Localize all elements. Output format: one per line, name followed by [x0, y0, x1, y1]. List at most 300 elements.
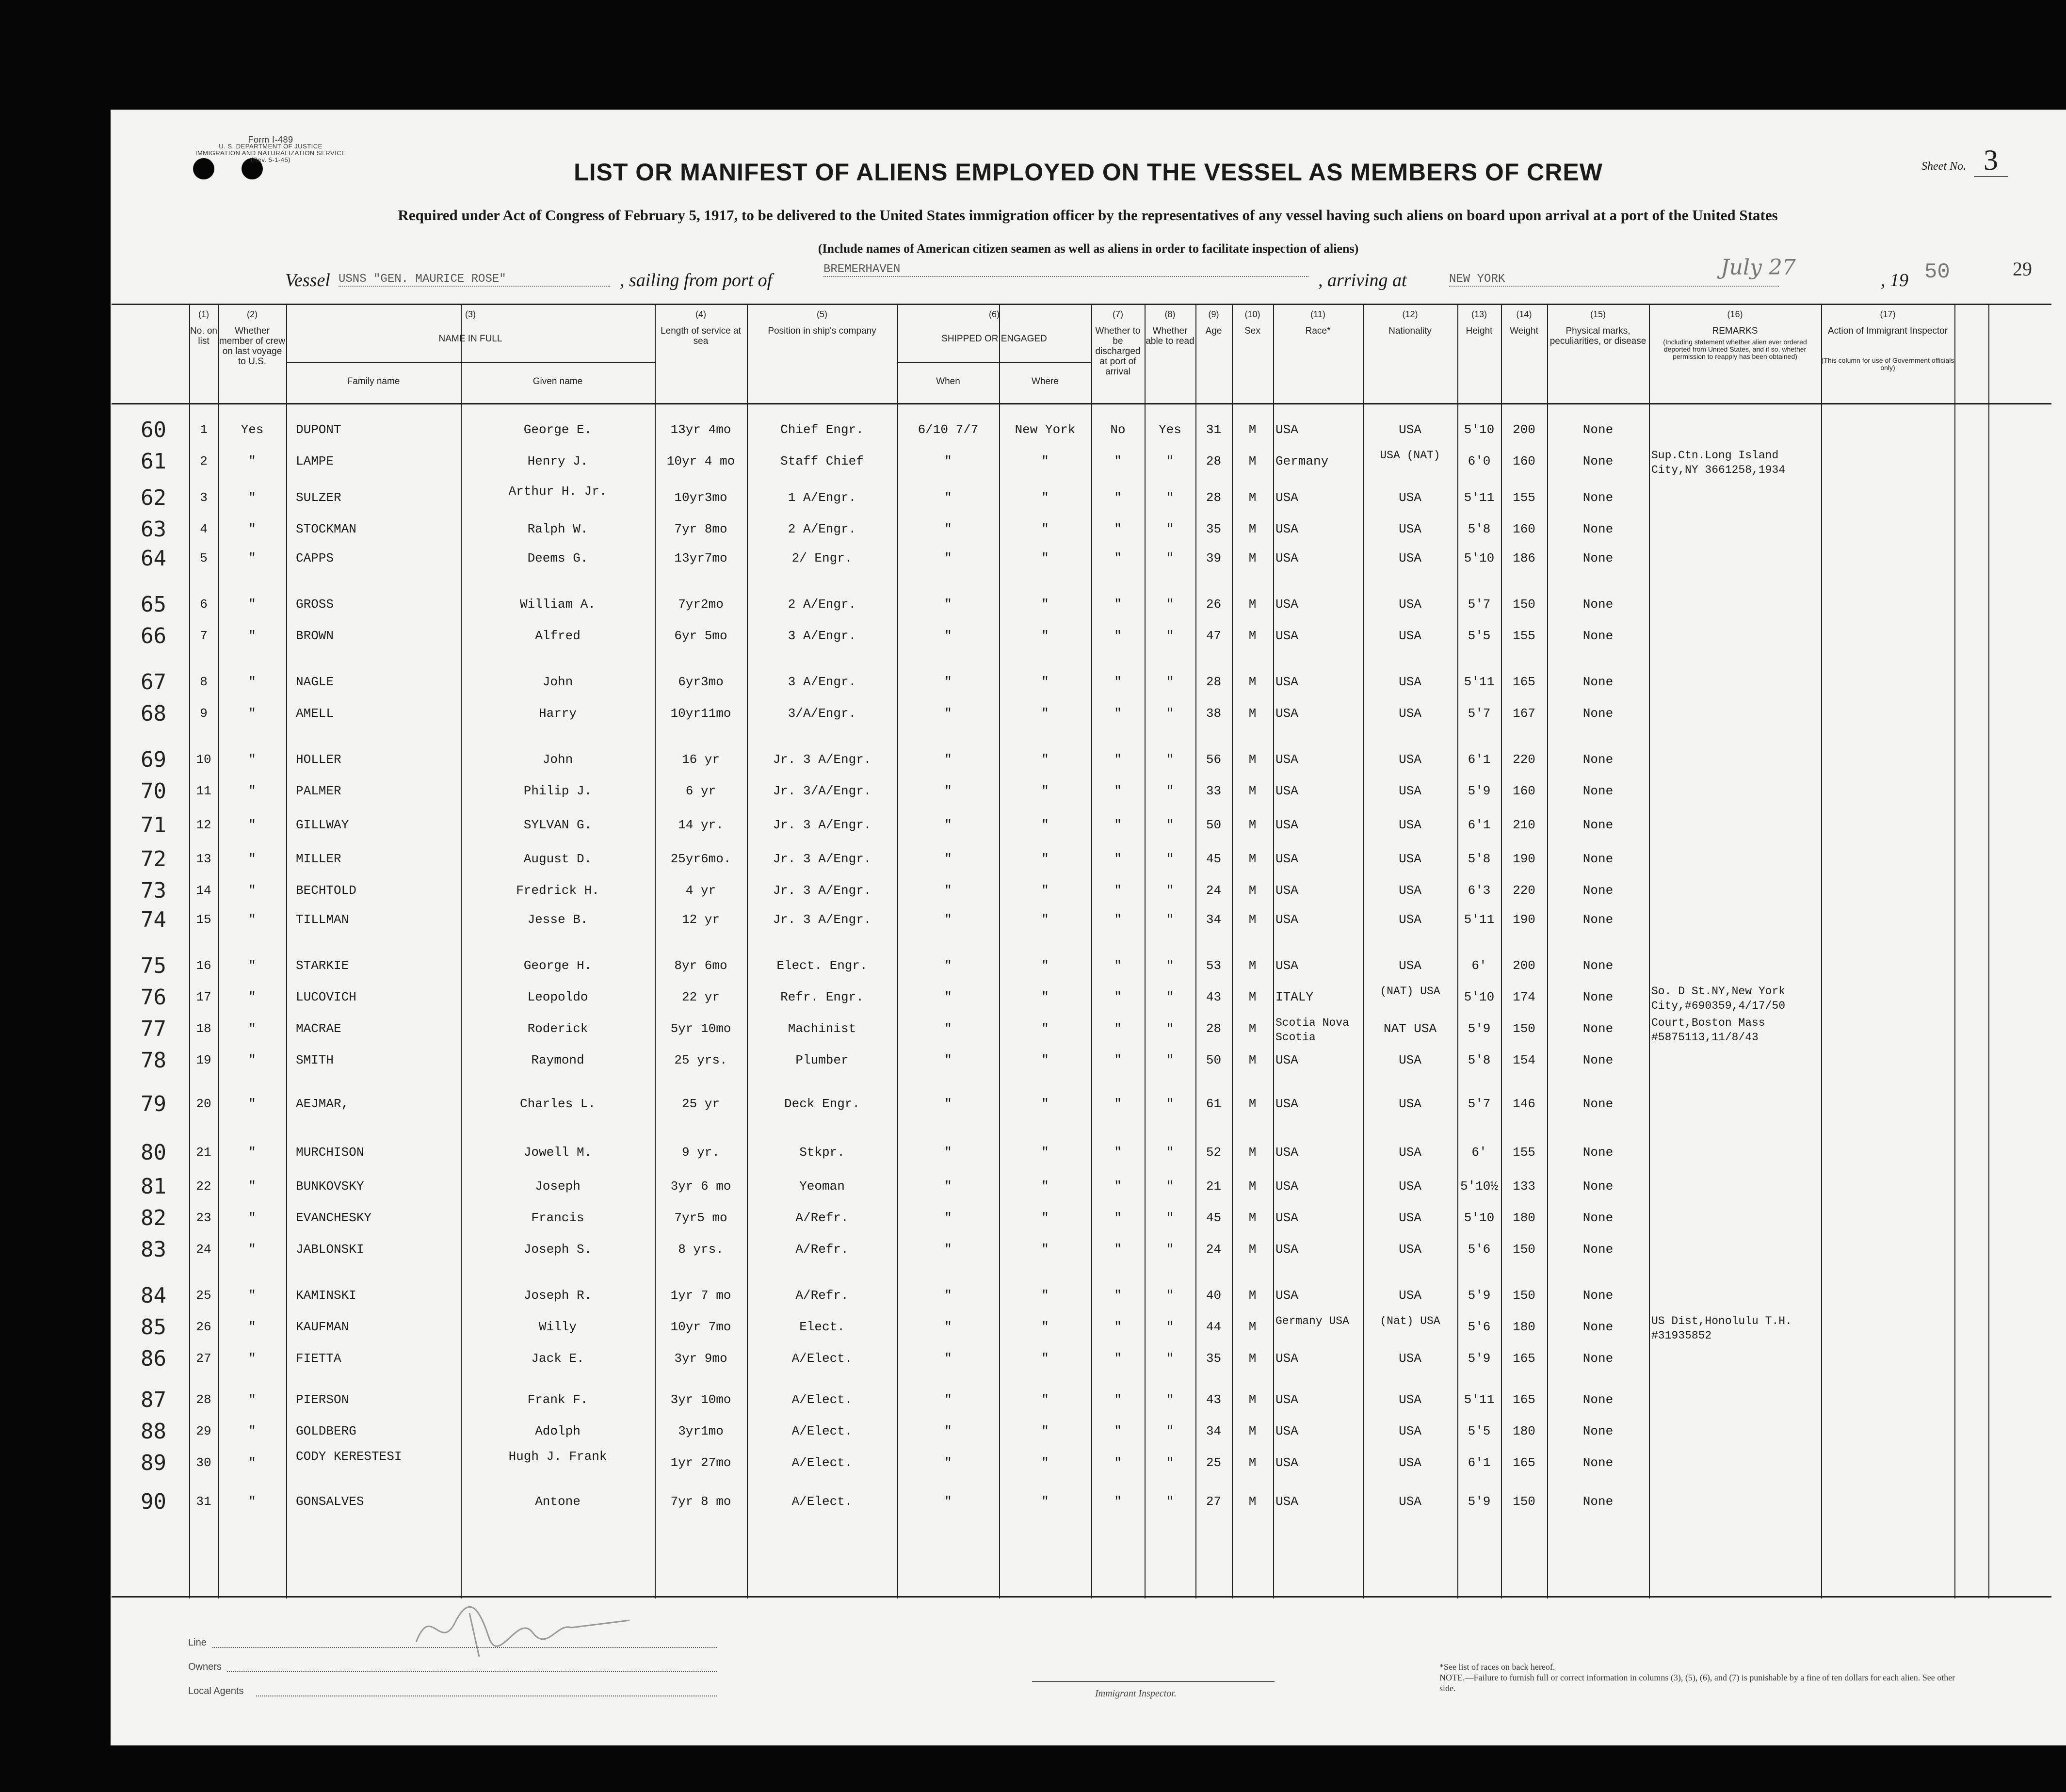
row-weight: 180: [1513, 1320, 1535, 1334]
row-nationality: USA: [1399, 1145, 1421, 1160]
row-given-name: Joseph S.: [523, 1242, 592, 1257]
row-family-name: STARKIE: [296, 958, 349, 973]
column-rule: [1988, 304, 1989, 1598]
row-race: USA: [1275, 784, 1298, 798]
column-rule: [1273, 304, 1274, 1598]
row-able-to-read: ": [1166, 675, 1174, 689]
row-shipped-when: ": [944, 1179, 952, 1194]
row-nationality: USA: [1399, 912, 1421, 927]
row-age: 38: [1206, 706, 1222, 721]
row-physical-marks: None: [1582, 1021, 1614, 1036]
row-race: USA: [1275, 1145, 1298, 1160]
row-age: 50: [1206, 818, 1222, 832]
row-able-to-read: ": [1166, 1494, 1174, 1509]
row-race: USA: [1275, 1455, 1298, 1470]
row-crew-last-voyage: ": [248, 1145, 256, 1160]
row-crew-last-voyage: ": [248, 490, 256, 505]
row-crew-last-voyage: ": [248, 1494, 256, 1509]
row-weight: 180: [1513, 1211, 1535, 1225]
header-shipped-num: (6): [989, 309, 1000, 319]
row-shipped-where: ": [1041, 1288, 1049, 1303]
corner-number: 29: [2013, 258, 2032, 280]
row-list-number: 28: [196, 1392, 211, 1407]
agents-field: [256, 1695, 717, 1696]
sheet-number: 3: [1974, 144, 2008, 177]
row-list-number: 22: [196, 1179, 211, 1194]
row-sex: M: [1248, 1053, 1257, 1067]
row-sex: M: [1248, 958, 1257, 973]
row-position: 3 A/Engr.: [788, 629, 856, 643]
row-shipped-when: ": [944, 883, 952, 898]
row-shipped-where: ": [1041, 454, 1049, 468]
row-list-number: 14: [196, 883, 211, 898]
row-physical-marks: None: [1582, 1494, 1614, 1509]
row-sex: M: [1248, 490, 1257, 505]
row-shipped-when: ": [944, 990, 952, 1004]
row-nationality: USA: [1399, 958, 1421, 973]
row-crew-last-voyage: ": [248, 1053, 256, 1067]
manifest-line-number: 67: [141, 670, 166, 694]
row-shipped-where: ": [1041, 1455, 1049, 1470]
row-physical-marks: None: [1582, 818, 1614, 832]
row-shipped-where: ": [1041, 958, 1049, 973]
row-crew-last-voyage: ": [248, 454, 256, 468]
header-name-in-full: NAME IN FULL: [438, 334, 502, 344]
row-family-name: SMITH: [296, 1053, 334, 1067]
row-list-number: 7: [200, 629, 208, 643]
row-age: 26: [1206, 597, 1222, 612]
row-sex: M: [1248, 1097, 1257, 1111]
row-able-to-read: ": [1166, 1320, 1174, 1334]
row-race: USA: [1275, 1179, 1298, 1194]
row-list-number: 20: [196, 1097, 211, 1111]
row-shipped-where: ": [1041, 629, 1049, 643]
row-race: ITALY: [1275, 990, 1314, 1004]
manifest-sheet: [111, 110, 2066, 1745]
row-length-of-service: 6 yr: [685, 784, 716, 798]
row-remarks: US Dist,Honolulu T.H. #31935852: [1651, 1315, 1792, 1342]
revision: (Rev. 5-1-45): [250, 156, 291, 163]
row-shipped-when: ": [944, 522, 952, 536]
row-given-name: Roderick: [527, 1021, 588, 1036]
row-shipped-when: ": [944, 1455, 952, 1470]
header-height-num: (13): [1471, 309, 1487, 319]
row-given-name: Hugh J. Frank: [508, 1449, 607, 1464]
row-crew-last-voyage: ": [248, 551, 256, 565]
row-shipped-when: ": [944, 818, 952, 832]
header-weight: Weight: [1510, 326, 1538, 336]
row-sex: M: [1248, 1288, 1257, 1303]
subheader-rule: [897, 362, 1091, 363]
header-physical-marks: Physical marks, peculiarities, or disease: [1550, 326, 1646, 346]
row-able-to-read: ": [1166, 551, 1174, 565]
row-shipped-when: ": [944, 551, 952, 565]
manifest-line-number: 83: [141, 1237, 166, 1262]
row-able-to-read: ": [1166, 454, 1174, 468]
header-no-on-list: No. on list: [190, 326, 217, 346]
row-shipped-when: 6/10 7/7: [918, 422, 979, 437]
row-nationality: USA: [1399, 1424, 1421, 1438]
row-shipped-when: ": [944, 852, 952, 866]
header-able-to-read-num: (8): [1164, 309, 1176, 319]
row-height: 5'10½: [1460, 1179, 1498, 1194]
row-nationality: USA: [1399, 1097, 1421, 1111]
row-race: USA: [1275, 1097, 1298, 1111]
row-list-number: 24: [196, 1242, 211, 1257]
row-race: USA: [1275, 1288, 1298, 1303]
row-weight: 150: [1513, 1288, 1535, 1303]
row-family-name: MILLER: [296, 852, 341, 866]
row-shipped-when: ": [944, 912, 952, 927]
row-race: USA: [1275, 1494, 1298, 1509]
row-weight: 167: [1513, 706, 1535, 721]
row-weight: 150: [1513, 1242, 1535, 1257]
row-race: USA: [1275, 912, 1298, 927]
header-age-num: (9): [1208, 309, 1219, 319]
row-sex: M: [1248, 1320, 1257, 1334]
row-sex: M: [1248, 1455, 1257, 1470]
row-physical-marks: None: [1582, 629, 1614, 643]
row-crew-last-voyage: ": [248, 1351, 256, 1366]
year-prefix: , 19: [1881, 270, 1908, 291]
row-nationality: USA: [1399, 490, 1421, 505]
row-shipped-when: ": [944, 1053, 952, 1067]
row-crew-last-voyage: ": [248, 852, 256, 866]
row-race: USA: [1275, 1053, 1298, 1067]
row-height: 5'11: [1464, 490, 1495, 505]
row-race: USA: [1275, 852, 1298, 866]
row-position: Elect. Engr.: [776, 958, 868, 973]
row-physical-marks: None: [1582, 990, 1614, 1004]
row-length-of-service: 25 yr: [681, 1097, 720, 1111]
row-physical-marks: None: [1582, 912, 1614, 927]
row-list-number: 10: [196, 752, 211, 767]
subheader-rule: [286, 362, 655, 363]
row-height: 5'11: [1464, 675, 1495, 689]
row-age: 43: [1206, 990, 1222, 1004]
header-shipped-or-engaged: SHIPPED OR ENGAGED: [941, 334, 1047, 344]
header-when: When: [936, 376, 960, 387]
row-length-of-service: 13yr7mo: [674, 551, 727, 565]
manifest-line-number: 86: [141, 1346, 166, 1371]
row-physical-marks: None: [1582, 490, 1614, 505]
row-weight: 220: [1513, 752, 1535, 767]
row-discharged: ": [1114, 1494, 1122, 1509]
row-age: 25: [1206, 1455, 1222, 1470]
row-list-number: 29: [196, 1424, 211, 1438]
row-race: USA: [1275, 883, 1298, 898]
header-action-num: (17): [1880, 309, 1896, 319]
row-height: 6'3: [1468, 883, 1491, 898]
row-length-of-service: 3yr1mo: [678, 1424, 724, 1438]
row-nationality: NAT USA: [1383, 1021, 1437, 1036]
row-physical-marks: None: [1582, 675, 1614, 689]
row-discharged: ": [1114, 818, 1122, 832]
row-nationality: USA: [1399, 1211, 1421, 1225]
row-weight: 160: [1513, 454, 1535, 468]
row-nationality: USA: [1399, 1288, 1421, 1303]
row-race: USA: [1275, 629, 1298, 643]
row-weight: 133: [1513, 1179, 1535, 1194]
row-age: 61: [1206, 1097, 1222, 1111]
row-physical-marks: None: [1582, 752, 1614, 767]
row-able-to-read: ": [1166, 1424, 1174, 1438]
header-age: Age: [1205, 326, 1222, 336]
row-height: 5'10: [1464, 551, 1495, 565]
row-age: 34: [1206, 912, 1222, 927]
row-position: Deck Engr.: [784, 1097, 860, 1111]
row-age: 28: [1206, 490, 1222, 505]
row-length-of-service: 1yr 7 mo: [670, 1288, 731, 1303]
row-position: A/Refr.: [795, 1211, 849, 1225]
row-age: 56: [1206, 752, 1222, 767]
row-family-name: EVANCHESKY: [296, 1211, 372, 1225]
row-physical-marks: None: [1582, 422, 1614, 437]
row-age: 21: [1206, 1179, 1222, 1194]
header-action-note: (This column for use of Government officials only): [1821, 356, 1954, 371]
row-given-name: Ralph W.: [527, 522, 588, 536]
row-age: 47: [1206, 629, 1222, 643]
row-length-of-service: 10yr 4 mo: [666, 454, 735, 468]
row-race: USA: [1275, 551, 1298, 565]
row-discharged: ": [1114, 1242, 1122, 1257]
row-sex: M: [1248, 597, 1257, 612]
row-shipped-where: ": [1041, 1494, 1049, 1509]
row-crew-last-voyage: ": [248, 752, 256, 767]
port-to: NEW YORK: [1449, 273, 1779, 287]
column-rule: [1821, 304, 1822, 1598]
header-race: Race*: [1305, 326, 1331, 336]
row-sex: M: [1248, 1021, 1257, 1036]
header-where: Where: [1032, 376, 1059, 387]
row-physical-marks: None: [1582, 1053, 1614, 1067]
row-height: 5'6: [1468, 1320, 1491, 1334]
row-list-number: 15: [196, 912, 211, 927]
column-rule: [286, 304, 287, 1598]
row-weight: 210: [1513, 818, 1535, 832]
manifest-line-number: 61: [141, 449, 166, 474]
row-crew-last-voyage: ": [248, 1392, 256, 1407]
row-length-of-service: 7yr5 mo: [674, 1211, 727, 1225]
row-position: Jr. 3 A/Engr.: [773, 883, 872, 898]
row-able-to-read: ": [1166, 1053, 1174, 1067]
row-discharged: ": [1114, 490, 1122, 505]
row-height: 5'10: [1464, 422, 1495, 437]
owners-field: [227, 1671, 717, 1672]
row-nationality: USA: [1399, 883, 1421, 898]
row-family-name: LUCOVICH: [296, 990, 356, 1004]
manifest-line-number: 63: [141, 517, 166, 542]
row-shipped-when: ": [944, 1320, 952, 1334]
row-weight: 165: [1513, 1455, 1535, 1470]
row-able-to-read: ": [1166, 1455, 1174, 1470]
row-age: 28: [1206, 454, 1222, 468]
row-position: A/Elect.: [791, 1424, 853, 1438]
row-nationality: USA: [1399, 551, 1421, 565]
row-shipped-when: ": [944, 752, 952, 767]
row-rule: [112, 1596, 2051, 1598]
row-height: 6': [1471, 958, 1487, 973]
row-sex: M: [1248, 912, 1257, 927]
row-weight: 220: [1513, 883, 1535, 898]
row-sex: M: [1248, 1392, 1257, 1407]
row-height: 5'7: [1468, 1097, 1491, 1111]
row-length-of-service: 3yr 10mo: [670, 1392, 731, 1407]
row-rule: [112, 403, 2051, 404]
row-family-name: HOLLER: [296, 752, 341, 767]
row-discharged: ": [1114, 990, 1122, 1004]
page-subtitle: Required under Act of Congress of February 5, 1917, to be delivered to the United States immigration officer by the representatives of any vessel having such aliens on board upon arrival at a port of the United States: [398, 207, 1778, 224]
races-note: *See list of races on back hereof.: [1439, 1662, 1555, 1672]
row-able-to-read: ": [1166, 1392, 1174, 1407]
row-given-name: Fredrick H.: [516, 883, 599, 898]
row-able-to-read: ": [1166, 1179, 1174, 1194]
row-weight: 200: [1513, 958, 1535, 973]
header-able-to-read: Whether able to read: [1146, 326, 1194, 346]
row-given-name: Henry J.: [527, 454, 588, 468]
header-sex-num: (10): [1244, 309, 1260, 319]
row-discharged: ": [1114, 912, 1122, 927]
row-age: 53: [1206, 958, 1222, 973]
header-weight-num: (14): [1516, 309, 1532, 319]
row-position: A/Elect.: [791, 1392, 853, 1407]
row-able-to-read: ": [1166, 1351, 1174, 1366]
row-height: 5'9: [1468, 784, 1491, 798]
row-position: 2/ Engr.: [791, 551, 853, 565]
row-weight: 150: [1513, 1494, 1535, 1509]
row-given-name: Joseph R.: [523, 1288, 592, 1303]
manifest-line-number: 72: [141, 847, 166, 872]
row-race: USA: [1275, 818, 1298, 832]
row-weight: 165: [1513, 1351, 1535, 1366]
row-age: 45: [1206, 1211, 1222, 1225]
row-list-number: 1: [200, 422, 208, 437]
row-length-of-service: 9 yr.: [681, 1145, 720, 1160]
row-weight: 200: [1513, 422, 1535, 437]
manifest-line-number: 74: [141, 907, 166, 932]
row-discharged: No: [1110, 422, 1126, 437]
manifest-line-number: 64: [141, 546, 166, 571]
row-nationality: USA: [1399, 1242, 1421, 1257]
row-position: A/Elect.: [791, 1455, 853, 1470]
row-crew-last-voyage: Yes: [241, 422, 264, 437]
row-position: Chief Engr.: [780, 422, 864, 437]
row-shipped-when: ": [944, 490, 952, 505]
row-position: Jr. 3 A/Engr.: [773, 752, 872, 767]
row-height: 5'6: [1468, 1242, 1491, 1257]
row-family-name: GROSS: [296, 597, 334, 612]
row-sex: M: [1248, 1351, 1257, 1366]
header-position-num: (5): [817, 309, 827, 319]
row-physical-marks: None: [1582, 1145, 1614, 1160]
row-able-to-read: ": [1166, 1021, 1174, 1036]
row-shipped-where: ": [1041, 1351, 1049, 1366]
row-age: 44: [1206, 1320, 1222, 1334]
row-given-name: Arthur H. Jr.: [508, 484, 607, 499]
row-shipped-where: New York: [1015, 422, 1076, 437]
row-shipped-when: ": [944, 597, 952, 612]
row-given-name: Alfred: [535, 629, 581, 643]
row-sex: M: [1248, 629, 1257, 643]
row-given-name: August D.: [523, 852, 592, 866]
row-race: USA: [1275, 422, 1298, 437]
manifest-line-number: 66: [141, 624, 166, 648]
row-discharged: ": [1114, 883, 1122, 898]
row-crew-last-voyage: ": [248, 629, 256, 643]
row-race: Germany USA: [1275, 1315, 1349, 1327]
row-weight: 146: [1513, 1097, 1535, 1111]
row-shipped-when: ": [944, 1351, 952, 1366]
row-physical-marks: None: [1582, 1351, 1614, 1366]
row-height: 6'1: [1468, 1455, 1491, 1470]
row-age: 50: [1206, 1053, 1222, 1067]
row-physical-marks: None: [1582, 852, 1614, 866]
row-crew-last-voyage: ": [248, 1424, 256, 1438]
row-able-to-read: ": [1166, 818, 1174, 832]
inspector-label: Immigrant Inspector.: [1095, 1688, 1177, 1699]
row-discharged: ": [1114, 752, 1122, 767]
row-length-of-service: 7yr 8mo: [674, 522, 727, 536]
row-shipped-where: ": [1041, 1053, 1049, 1067]
row-height: 5'7: [1468, 706, 1491, 721]
header-position: Position in ship's company: [768, 326, 876, 336]
row-shipped-when: ": [944, 1097, 952, 1111]
row-nationality: USA: [1399, 597, 1421, 612]
row-height: 5'8: [1468, 522, 1491, 536]
manifest-line-number: 76: [141, 985, 166, 1010]
row-race: USA: [1275, 1392, 1298, 1407]
row-height: 5'11: [1464, 1392, 1495, 1407]
row-able-to-read: ": [1166, 883, 1174, 898]
row-position: 3/A/Engr.: [788, 706, 856, 721]
row-position: Jr. 3/A/Engr.: [773, 784, 872, 798]
row-shipped-where: ": [1041, 1097, 1049, 1111]
row-discharged: ": [1114, 1145, 1122, 1160]
row-crew-last-voyage: ": [248, 912, 256, 927]
row-shipped-where: ": [1041, 1211, 1049, 1225]
row-race: USA: [1275, 752, 1298, 767]
row-sex: M: [1248, 675, 1257, 689]
row-length-of-service: 10yr3mo: [674, 490, 727, 505]
row-shipped-where: ": [1041, 1145, 1049, 1160]
row-race: Scotia Nova Scotia: [1275, 1017, 1349, 1044]
row-nationality: USA: [1399, 852, 1421, 866]
row-sex: M: [1248, 454, 1257, 468]
header-length-of-service: Length of service at sea: [661, 326, 741, 346]
row-family-name: BROWN: [296, 629, 334, 643]
row-shipped-when: ": [944, 1021, 952, 1036]
row-family-name: KAUFMAN: [296, 1320, 349, 1334]
column-rule: [1954, 304, 1955, 1598]
row-discharged: ": [1114, 675, 1122, 689]
row-discharged: ": [1114, 1320, 1122, 1334]
port-from: BREMERHAVEN: [823, 263, 1308, 277]
row-shipped-when: ": [944, 454, 952, 468]
row-height: 5'11: [1464, 912, 1495, 927]
row-given-name: Harry: [538, 706, 577, 721]
row-length-of-service: 12 yr: [681, 912, 720, 927]
row-given-name: Francis: [531, 1211, 584, 1225]
row-shipped-when: ": [944, 675, 952, 689]
manifest-line-number: 89: [141, 1451, 166, 1475]
row-length-of-service: 8yr 6mo: [674, 958, 727, 973]
row-height: 5'8: [1468, 1053, 1491, 1067]
row-list-number: 19: [196, 1053, 211, 1067]
header-length-of-service-num: (4): [695, 309, 706, 319]
row-nationality: USA: [1399, 522, 1421, 536]
row-shipped-where: ": [1041, 490, 1049, 505]
row-shipped-when: ": [944, 1288, 952, 1303]
